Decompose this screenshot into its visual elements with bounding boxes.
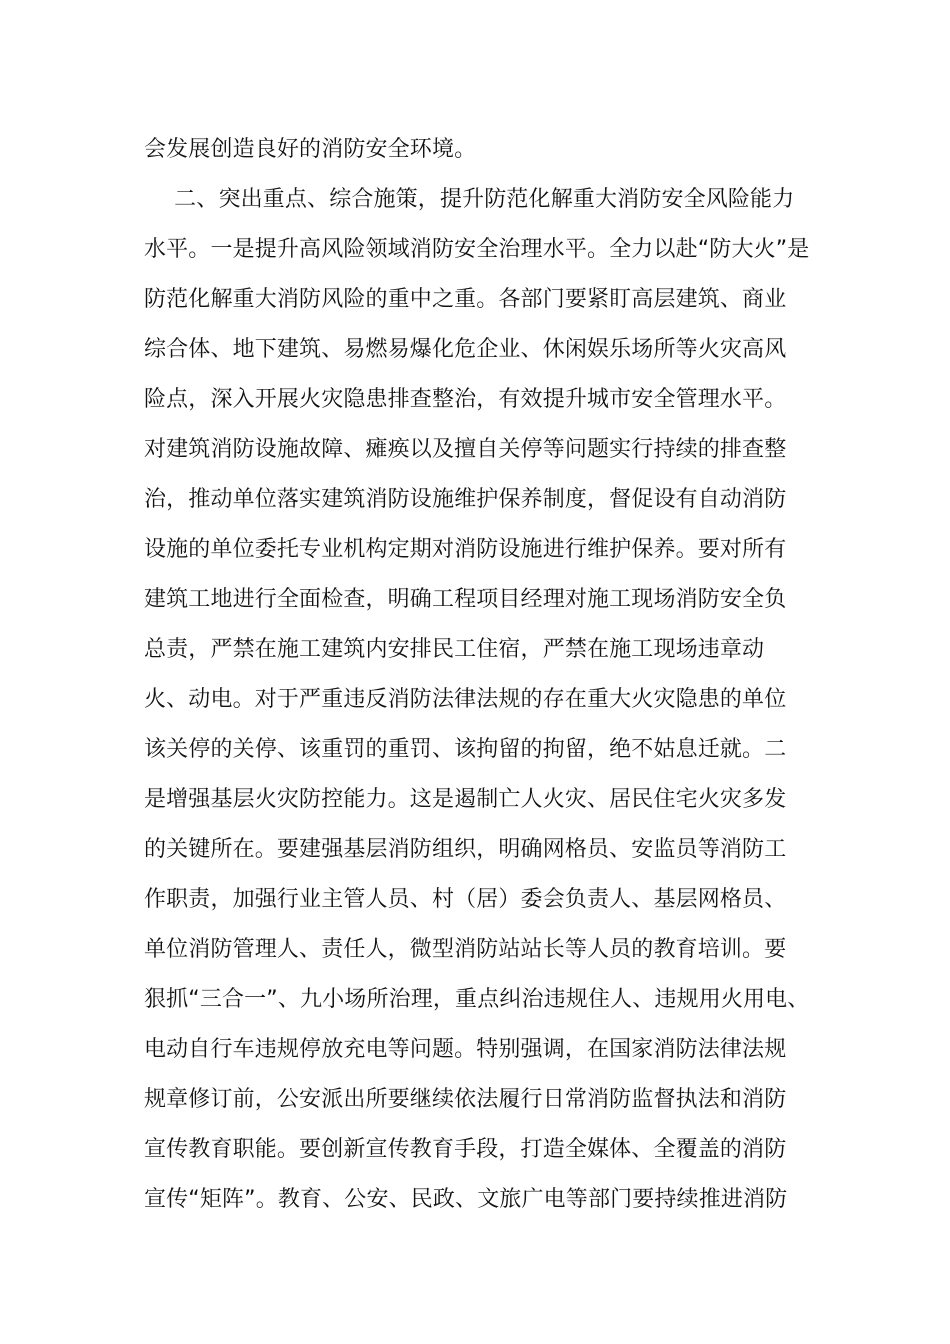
text-line: 会发展创造良好的消防安全环境。	[144, 137, 477, 162]
paragraph-start-line: 二、突出重点、综合施策，提升防范化解重大消防安全风险能力	[152, 187, 795, 212]
text-line: 总责，严禁在施工建筑内安排民工住宿，严禁在施工现场违章动	[144, 637, 765, 662]
text-line: 作职责，加强行业主管人员、村（居）委会负责人、基层网格员、	[144, 887, 787, 912]
text-line: 对建筑消防设施故障、瘫痪以及擅自关停等问题实行持续的排查整	[144, 437, 787, 462]
text-line: 规章修订前，公安派出所要继续依法履行日常消防监督执法和消防	[144, 1087, 787, 1112]
text-line: 建筑工地进行全面检查，明确工程项目经理对施工现场消防安全负	[144, 587, 787, 612]
text-line: 单位消防管理人、责任人，微型消防站站长等人员的教育培训。要	[144, 937, 787, 962]
text-line: 险点，深入开展火灾隐患排查整治，有效提升城市安全管理水平。	[144, 387, 787, 412]
text-line: 电动自行车违规停放充电等问题。特别强调，在国家消防法律法规	[144, 1037, 787, 1062]
text-line: 水平。一是提升高风险领域消防安全治理水平。全力以赴“防大火”是	[144, 237, 810, 262]
text-line: 狠抓“三合一”、九小场所治理，重点纠治违规住人、违规用火用电、	[144, 987, 810, 1012]
text-line: 防范化解重大消防风险的重中之重。各部门要紧盯高层建筑、商业	[144, 287, 787, 312]
text-line: 宣传“矩阵”。教育、公安、民政、文旅广电等部门要持续推进消防	[144, 1187, 788, 1212]
text-line: 火、动电。对于严重违反消防法律法规的存在重大火灾隐患的单位	[144, 687, 787, 712]
text-line: 治，推动单位落实建筑消防设施维护保养制度，督促设有自动消防	[144, 487, 787, 512]
text-line: 宣传教育职能。要创新宣传教育手段，打造全媒体、全覆盖的消防	[144, 1137, 787, 1162]
text-line: 是增强基层火灾防控能力。这是遏制亡人火灾、居民住宅火灾多发	[144, 787, 787, 812]
text-line: 综合体、地下建筑、易燃易爆化危企业、休闲娱乐场所等火灾高风	[144, 337, 787, 362]
text-line: 该关停的关停、该重罚的重罚、该拘留的拘留，绝不姑息迁就。二	[144, 737, 787, 762]
text-line: 的关键所在。要建强基层消防组织，明确网格员、安监员等消防工	[144, 837, 787, 862]
text-line: 设施的单位委托专业机构定期对消防设施进行维护保养。要对所有	[144, 537, 787, 562]
